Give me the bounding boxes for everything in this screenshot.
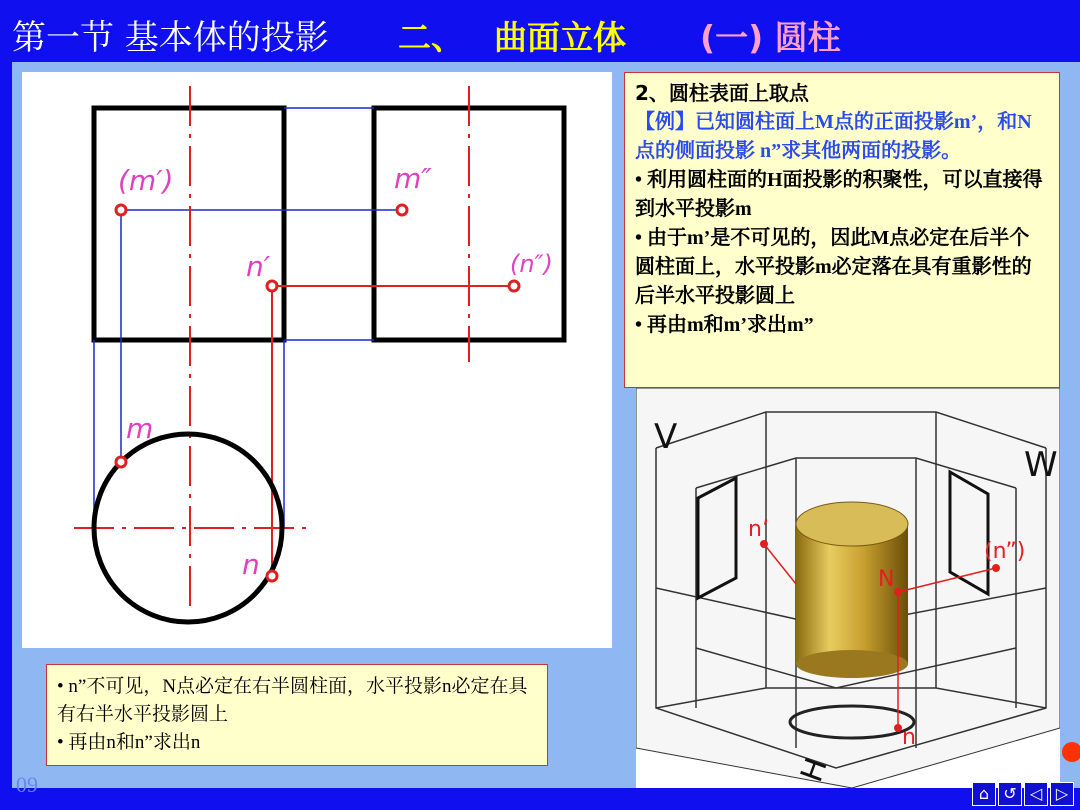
previous-slide-button[interactable]: ◁ [1024,782,1048,806]
projection-drawing [22,72,612,648]
photo-n-prime-label: n’ [748,517,769,542]
label-n: n [242,548,260,581]
plane-h-label: H [794,753,835,787]
topic-title: 曲面立体 [494,18,626,57]
point-m-prime [116,205,126,215]
example-tag: 【例】 [635,111,695,133]
3d-svg [636,388,1060,788]
explanation-heading: 2、圆柱表面上取点 [635,81,809,105]
page-number: 09 [16,772,38,797]
point-m-double [397,205,407,215]
example-text: 已知圆柱面上M点的正面投影m’，和N点的侧面投影 n”求其他两面的投影。 [635,111,1032,162]
part-number: 二、 [398,18,464,57]
plane-w-label: W [1024,445,1058,485]
label-m: m [126,412,154,445]
home-button[interactable]: ⌂ [972,782,996,806]
slide-navigation [972,782,1074,806]
bottom-note-box [46,664,548,766]
subtopic-title [700,12,841,59]
plane-v-label: V [654,417,678,457]
projection-svg [22,72,612,648]
bullet-3: • 再由m和m’求出m” [635,314,814,336]
bullet-2: • 由于m’是不可见的，因此M点必定在后半个圆柱面上，水平投影m必定落在具有重影性的后半水平投影圆上 [635,227,1032,307]
slide-title-bar [0,0,1080,62]
next-slide-button[interactable]: ▷ [1050,782,1074,806]
photo-N-label: N [878,567,895,592]
bottom-note-line-2: • 再由n和n”求出n [57,732,201,753]
return-button[interactable]: ↺ [998,782,1022,806]
explanation-box [624,72,1060,388]
example-paragraph [635,108,1049,166]
3d-projection-illustration [636,388,1060,788]
bullet-1: • 利用圆柱面的H面投影的积聚性，可以直接得到水平投影m [635,169,1043,220]
label-n-double: (n″) [510,250,553,278]
section-title: 第一节 基本体的投影 [12,18,329,58]
point-m [116,457,126,467]
photo-n-double-label: (n”) [984,539,1026,564]
label-n-prime: n′ [246,250,271,283]
photo-n-label: n [902,725,916,750]
point-n [267,571,277,581]
laser-pointer-dot [1062,742,1080,762]
bottom-note-line-1: • n”不可见，N点必定在右半圆柱面，水平投影n必定在具有右半水平投影圆上 [57,676,528,725]
point-n-double [509,281,519,291]
subtopic-number: (一) [700,18,764,57]
label-m-prime: (m′) [118,164,174,197]
subtopic-name: 圆柱 [774,18,841,57]
label-m-double: m″ [394,162,432,195]
